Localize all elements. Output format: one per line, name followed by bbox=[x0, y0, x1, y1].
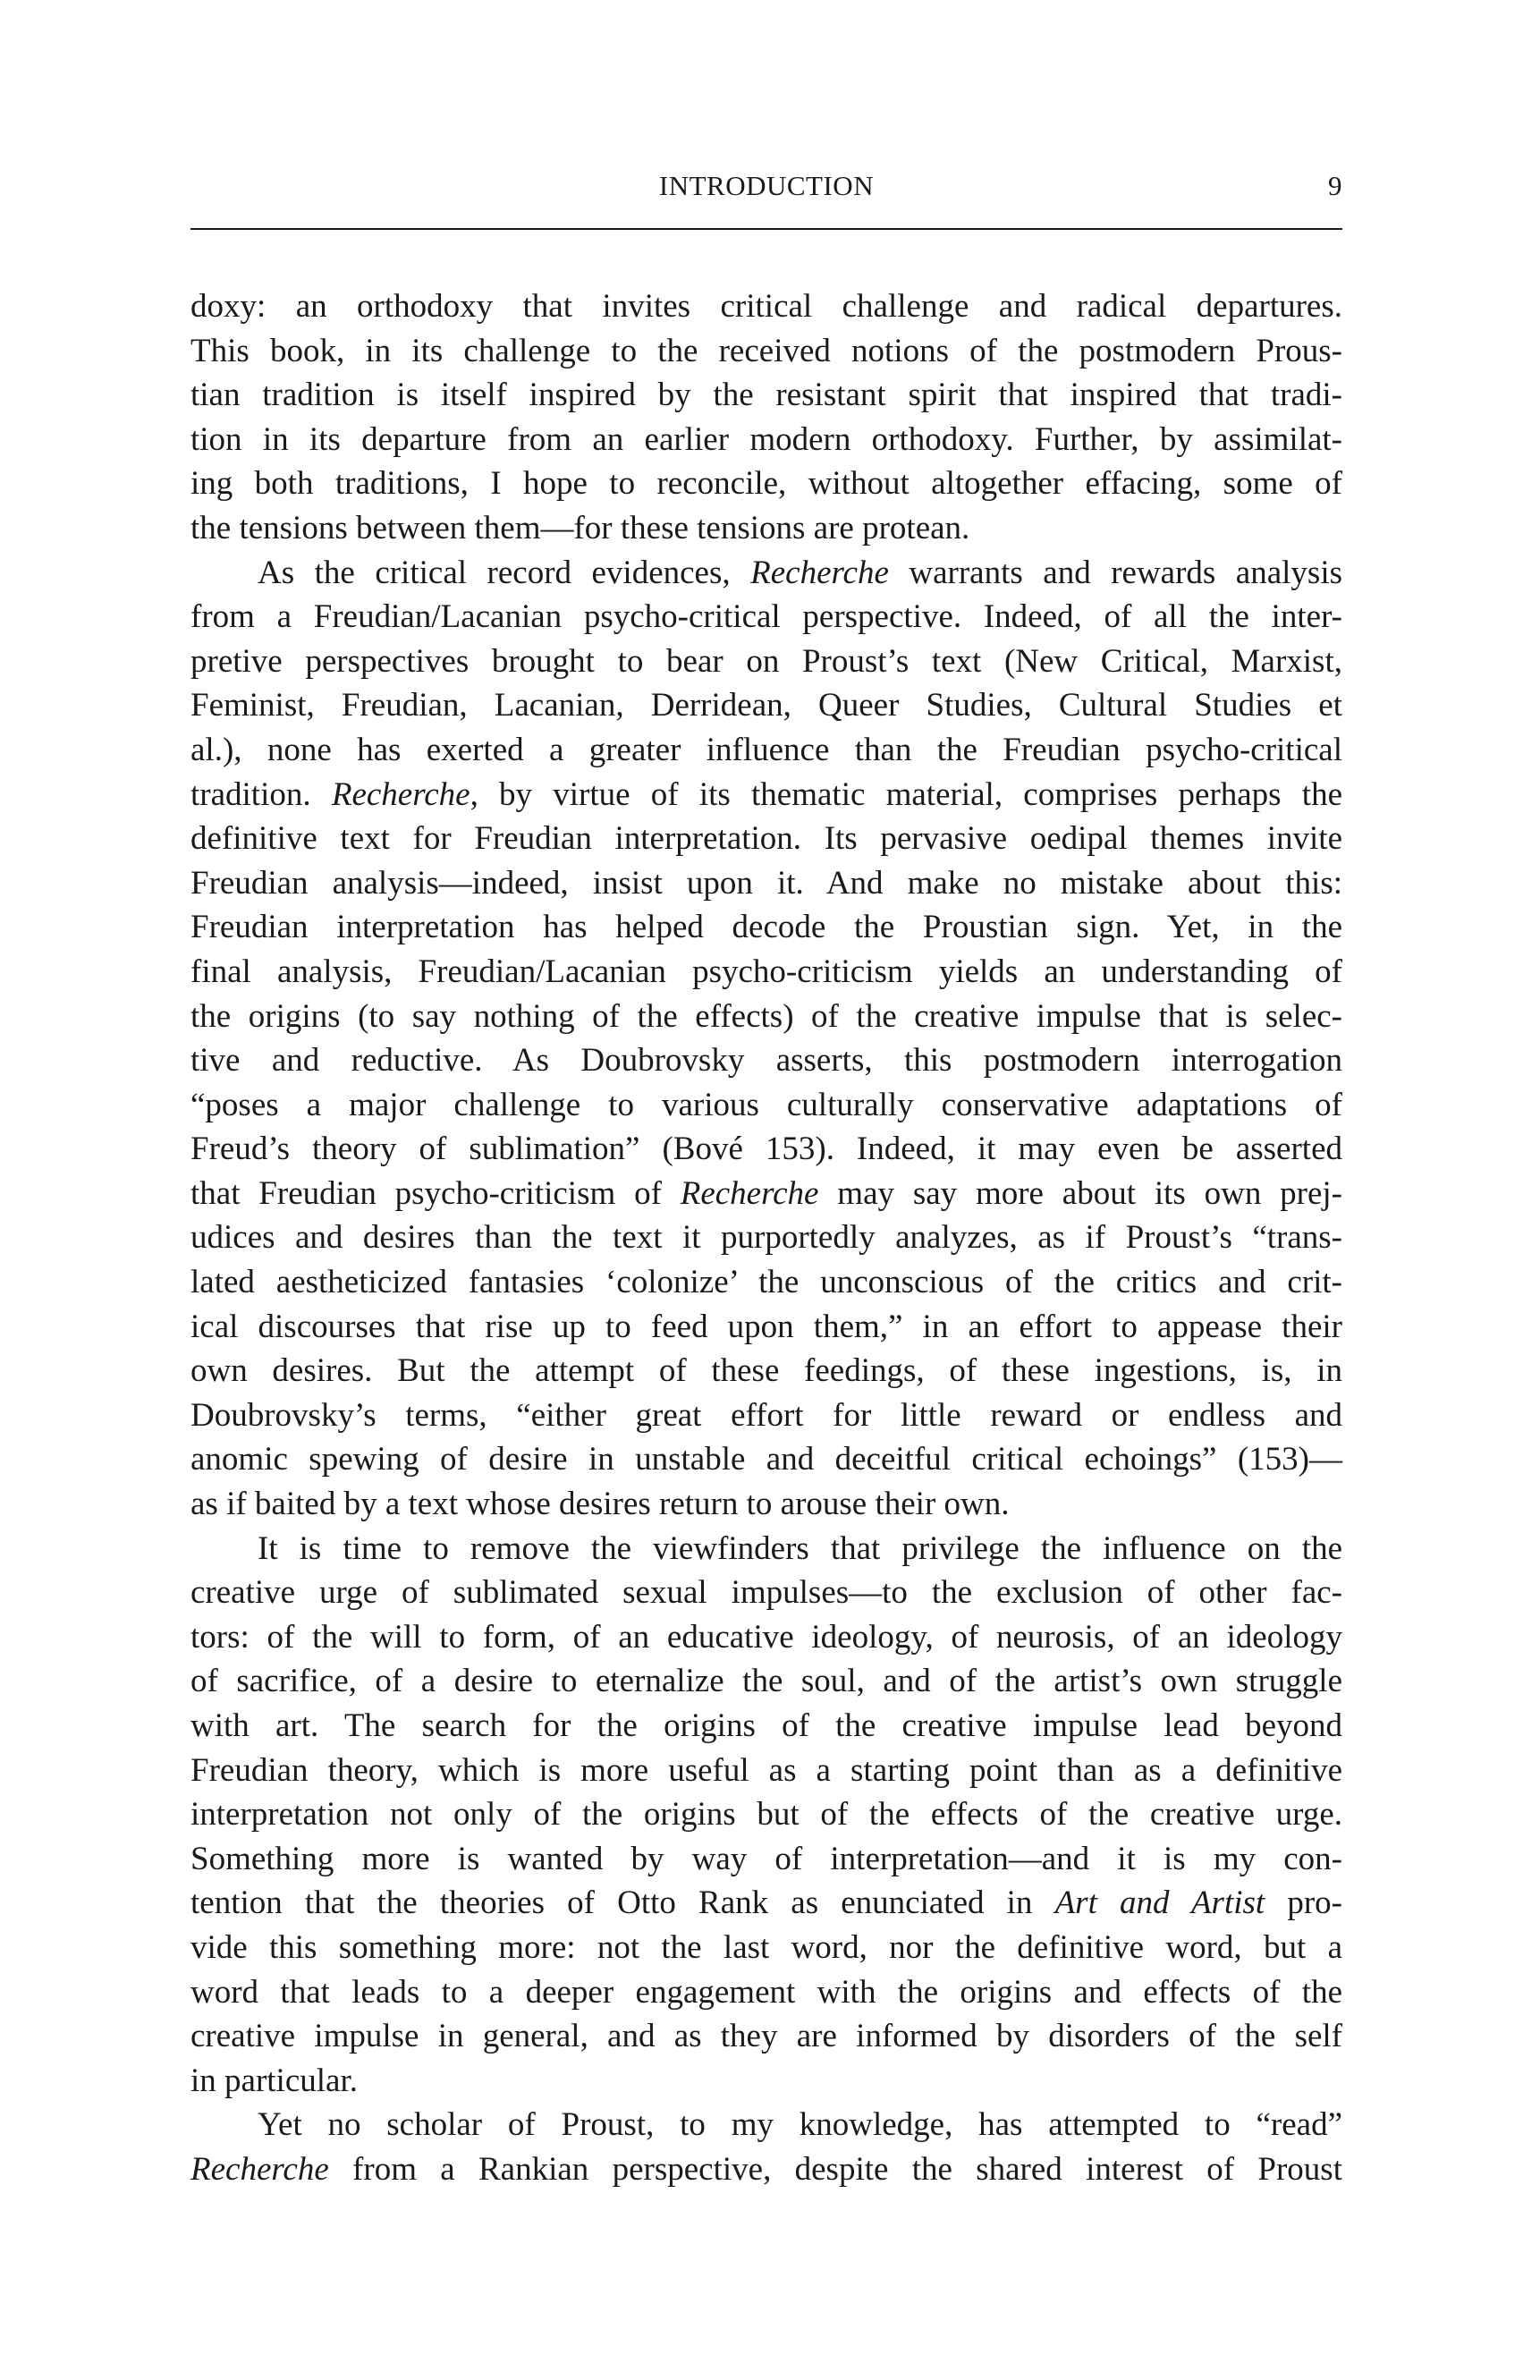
text-line: tors: of the will to form, of an educative ideology, of neurosis, of an ideology bbox=[190, 1618, 1342, 1656]
text-line: As the critical record evidences, Recherche warrants and rewards analysis bbox=[258, 554, 1343, 591]
text-line: of sacrifice, of a desire to eternalize the soul, and of the artist’s own struggle bbox=[190, 1663, 1342, 1700]
text-line: that Freudian psycho-criticism of Recherche may say more about its own prej- bbox=[190, 1174, 1342, 1212]
text-line: Freudian analysis—indeed, insist upon it. And make no mistake about this: bbox=[190, 864, 1342, 902]
text-line: final analysis, Freudian/Lacanian psycho-criticism yields an understanding of bbox=[190, 953, 1342, 990]
text-line: Yet no scholar of Proust, to my knowledge, has attempted to “read” bbox=[258, 2106, 1342, 2144]
running-head bbox=[190, 170, 1342, 206]
body-text bbox=[190, 284, 1342, 2192]
text-line: own desires. But the attempt of these feedings, of these ingestions, is, in bbox=[190, 1352, 1342, 1390]
text-line: creative urge of sublimated sexual impulses—to the exclusion of other fac- bbox=[190, 1574, 1342, 1612]
text-line: It is time to remove the viewfinders that privilege the influence on the bbox=[258, 1529, 1342, 1567]
text-line: Freudian theory, which is more useful as a starting point than as a definitive bbox=[190, 1751, 1342, 1789]
page-number: 9 bbox=[1328, 170, 1342, 201]
text-line: Freud’s theory of sublimation” (Bové 153). Indeed, it may even be asserted bbox=[190, 1131, 1342, 1168]
text-line: doxy: an orthodoxy that invites critical challenge and radical departures. bbox=[190, 288, 1342, 325]
text-line: with art. The search for the origins of the creative impulse lead beyond bbox=[190, 1707, 1342, 1744]
text-line: “poses a major challenge to various culturally conservative adaptations of bbox=[190, 1086, 1342, 1123]
text-line: al.), none has exerted a greater influence than the Freudian psycho-critical bbox=[190, 731, 1342, 768]
text-line: tive and reductive. As Doubrovsky asserts, this postmodern interrogation bbox=[190, 1042, 1342, 1080]
text-line: in particular. bbox=[190, 2062, 358, 2099]
text-line: ical discourses that rise up to feed upon them,” in an effort to appease their bbox=[190, 1308, 1342, 1345]
text-line: vide this something more: not the last word, nor the definitive word, but a bbox=[190, 1928, 1342, 1966]
text-line: This book, in its challenge to the received notions of the postmodern Prous- bbox=[190, 332, 1342, 369]
text-line: Recherche from a Rankian perspective, despite the shared interest of Proust bbox=[190, 2150, 1342, 2188]
text-line: tention that the theories of Otto Rank as enunciated in Art and Artist pro- bbox=[190, 1885, 1342, 1922]
text-line: Feminist, Freudian, Lacanian, Derridean, Queer Studies, Cultural Studies et bbox=[190, 687, 1342, 724]
text-line: tion in its departure from an earlier modern orthodoxy. Further, by assimilat- bbox=[190, 420, 1342, 458]
text-line: the origins (to say nothing of the effects) of the creative impulse that is selec- bbox=[190, 997, 1342, 1035]
text-line: Something more is wanted by way of interpretation—and it is my con- bbox=[190, 1840, 1342, 1877]
text-line: creative impulse in general, and as they are informed by disorders of the self bbox=[190, 2018, 1342, 2055]
text-line: Freudian interpretation has helped decode the Proustian sign. Yet, in the bbox=[190, 909, 1342, 946]
text-line: word that leads to a deeper engagement with the origins and effects of the bbox=[190, 1973, 1342, 2011]
text-line: lated aestheticized fantasies ‘colonize’ the unconscious of the critics and crit- bbox=[190, 1264, 1342, 1301]
text-line: anomic spewing of desire in unstable and deceitful critical echoings” (153)— bbox=[190, 1441, 1342, 1478]
text-line: tian tradition is itself inspired by the resistant spirit that inspired that tradi- bbox=[190, 377, 1342, 414]
text-line: interpretation not only of the origins but of the effects of the creative urge. bbox=[190, 1796, 1342, 1834]
running-title: INTRODUCTION bbox=[658, 170, 875, 201]
header-rule bbox=[190, 228, 1342, 230]
text-line: pretive perspectives brought to bear on Proust’s text (New Critical, Marxist, bbox=[190, 642, 1342, 680]
text-line: from a Freudian/Lacanian psycho-critical perspective. Indeed, of all the inter- bbox=[190, 598, 1342, 636]
text-line: ing both traditions, I hope to reconcile, without altogether effacing, some of bbox=[190, 465, 1342, 503]
text-line: as if baited by a text whose desires return to arouse their own. bbox=[190, 1486, 1010, 1523]
text-line: tradition. Recherche, by virtue of its thematic material, comprises perhaps the bbox=[190, 775, 1343, 813]
text-line: Doubrovsky’s terms, “either great effort for little reward or endless and bbox=[190, 1396, 1342, 1434]
text-line: definitive text for Freudian interpretation. Its pervasive oedipal themes invite bbox=[190, 820, 1342, 858]
text-line: udices and desires than the text it purportedly analyzes, as if Proust’s “trans- bbox=[190, 1219, 1342, 1257]
text-line: the tensions between them—for these tensions are protean. bbox=[190, 509, 970, 546]
